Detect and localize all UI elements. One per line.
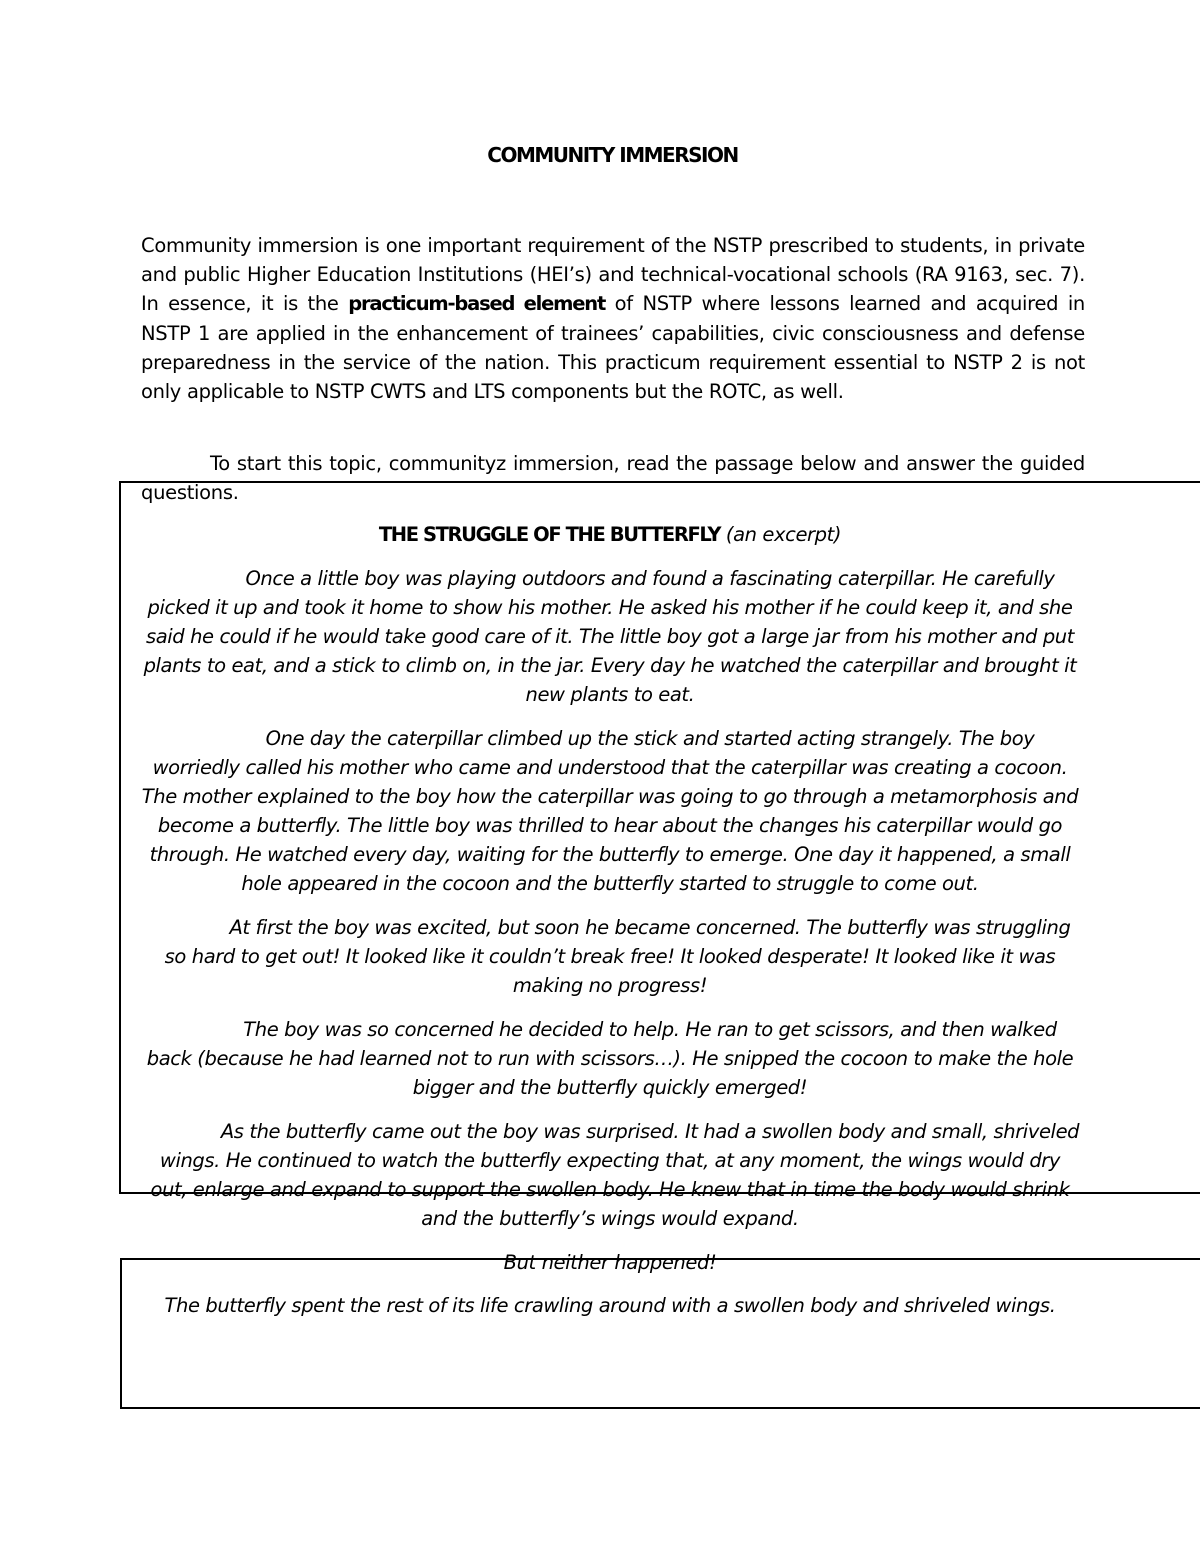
story-paragraph-3: At first the boy was excited, but soon he became concerned. The butterfly was struggling so hard to get out! It looked like it couldn’t break free! It looked desperate! It looked like it was making no progress! [164, 916, 1071, 997]
story-paragraph-6: But neither happened! [503, 1251, 717, 1274]
story-paragraph-1: Once a little boy was playing outdoors and found a fascinating caterpillar. He carefully picked it up and took it home to show his mother. He asked his mother if he could keep it, and she said he could if he would take good care of it. The little boy got a large jar from his mother and put plants to eat, and a stick to climb on, in the jar. Every day he watched the caterpillar and brought it new plants to eat. [143, 567, 1077, 706]
story-paragraph-4: The boy was so concerned he decided to help. He ran to get scissors, and then walked back (because he had learned not to run with scissors…). He snipped the cocoon to make the hole bigger and the butterfly quickly emerged! [146, 1018, 1074, 1099]
story-paragraph-2: One day the caterpillar climbed up the stick and started acting strangely. The boy worriedly called his mother who came and understood that the caterpillar was creating a cocoon. The mother explained to the boy how the caterpillar was going to go through a metamorphosis and become a butterfly. The little boy was thrilled to hear about the changes his caterpillar would go through. He watched every day, waiting for the butterfly to emerge. One day it happened, a small hole appeared in the cocoon and the butterfly started to struggle to come out. [141, 727, 1079, 895]
page-title: COMMUNITY IMMERSION [487, 143, 738, 167]
intro-bold-term: practicum-based element [348, 292, 606, 316]
instruction-paragraph: To start this topic, communityz immersion, read the passage below and answer the guided questions. [141, 452, 1085, 505]
story-title-main: THE STRUGGLE OF THE BUTTERFLY [378, 523, 721, 546]
intro-paragraph [141, 231, 1085, 406]
intro-text-end: of NSTP where lessons learned and acquired in NSTP 1 are applied in the enhancement of trainees’ capabilities, civic consciousness and defense preparedness in the service of the nation. This practicum requirement essential to NSTP 2 is not only applicable to NSTP CWTS and LTS components but the ROTC, as well. [141, 292, 1085, 404]
story-title [140, 520, 1080, 549]
story-excerpt [140, 520, 1080, 1335]
intro-text-start: Community immersion is one important requirement of the NSTP prescribed to students, in private and public Higher Education Institutions (HEI’s) and technical-vocational schools (RA 9163, sec. 7). In essence, it is the [141, 234, 1085, 316]
story-title-note: (an excerpt) [725, 523, 842, 546]
story-paragraph-7: The butterfly spent the rest of its life crawling around with a swollen body and shriveled wings. [164, 1294, 1056, 1317]
story-paragraph-5: As the butterfly came out the boy was surprised. It had a swollen body and small, shriveled wings. He continued to watch the butterfly expecting that, at any moment, the wings would dry out, enlarge and expand to support the swollen body. He knew that in time the body would shrink and the butterfly’s wings would expand. [150, 1120, 1080, 1230]
